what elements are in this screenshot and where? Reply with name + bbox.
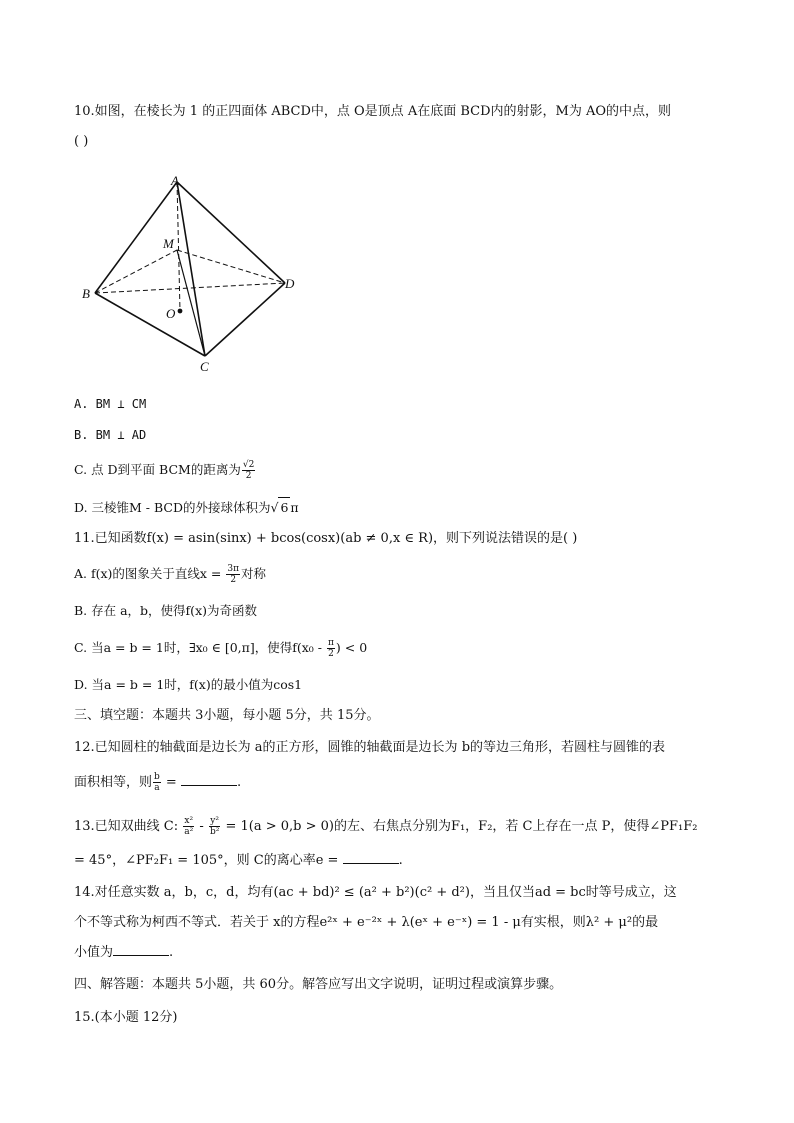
q14-line-1: 14.对任意实数 a，b，c，d，均有(ac + bd)² ≤ (a² + b²)(c² + d²)，当且仅当ad = bc时等号成立，这 bbox=[74, 885, 677, 900]
tetrahedron-figure bbox=[80, 168, 320, 378]
q14-line-3: 小值为 . bbox=[74, 945, 174, 960]
edge-BC bbox=[95, 293, 205, 356]
section-4-heading: 四、解答题：本题共 5小题，共 60分。解答应写出文字说明，证明过程或演算步骤。 bbox=[74, 977, 563, 992]
label-D: D bbox=[285, 276, 295, 291]
q14-line-2: 个不等式称为柯西不等式．若关于 x的方程e²ˣ + e⁻²ˣ + λ(eˣ + e⁻ˣ) = 1 - μ有实根，则λ² + μ²的最 bbox=[74, 915, 659, 930]
q11-stem: 11.已知函数f(x) = asin(sinx) + bcos(cosx)(ab ≠ 0,x ∈ R)，则下列说法错误的是( ) bbox=[74, 531, 578, 546]
q12-line-1: 12.已知圆柱的轴截面是边长为 a的正方形，圆锥的轴截面是边长为 b的等边三角形，若圆柱与圆锥的表 bbox=[74, 740, 666, 755]
q10-option-b: B. BM ⊥ AD bbox=[74, 428, 147, 442]
q14-answer-blank[interactable] bbox=[113, 943, 169, 956]
label-B: B bbox=[82, 286, 90, 301]
q10-stem: 10.如图，在棱长为 1 的正四面体 ABCD中，点 O是顶点 A在底面 BCD内的射影，M为 AO的中点，则 bbox=[74, 104, 671, 119]
q10-option-d: D. 三棱锥M - BCD的外接球体积为√ 6 π bbox=[74, 497, 299, 518]
q10-answer-paren: ( ) bbox=[74, 134, 89, 149]
q11-option-a: A. f(x)的图象关于直线x = $\frac{3\pi}{2}$ 对称 bbox=[74, 564, 267, 585]
label-M: M bbox=[163, 236, 174, 251]
q12-answer-blank[interactable] bbox=[181, 773, 237, 786]
q13-line-1: 13.已知双曲线 C: $\frac{\text{x²}}{\text{a²}}$ - $\frac{\text{y²}}{\text{b²}}$ = 1(a > 0,b > 0)的左、右焦点分别为F₁，F₂，若 C上存在一点 P，使得∠PF₁F₂ bbox=[74, 816, 698, 837]
label-A: A bbox=[171, 173, 179, 188]
label-O: O bbox=[166, 306, 176, 321]
label-C: C bbox=[200, 359, 209, 374]
q15-heading: 15.(本小题 12分) bbox=[74, 1010, 178, 1025]
edge-AD bbox=[177, 182, 285, 283]
q10-option-c: C. 点 D到平面 BCM的距离为 $\frac{√2}{2}$ bbox=[74, 460, 255, 481]
edge-AC bbox=[177, 182, 205, 356]
section-3-heading: 三、填空题：本题共 3小题，每小题 5分，共 15分。 bbox=[74, 708, 380, 723]
q13-line-2: = 45°，∠PF₂F₁ = 105°，则 C的离心率e = . bbox=[74, 853, 403, 868]
point-O bbox=[178, 309, 183, 314]
edge-CD bbox=[205, 283, 285, 356]
q10-option-a: A. BM ⊥ CM bbox=[74, 397, 147, 411]
q11-option-d: D. 当a = b = 1时，f(x)的最小值为cos1 bbox=[74, 677, 303, 692]
q12-line-2: 面积相等，则 $\frac{b}{a}$ = . bbox=[74, 772, 242, 793]
q11-option-c: C. 当a = b = 1时，∃x₀ ∈ [0,π]，使得f(x₀ - $\frac{\pi}{2}$ ) < 0 bbox=[74, 638, 368, 659]
q11-option-b: B. 存在 a，b，使得f(x)为奇函数 bbox=[74, 603, 257, 618]
segment-BM bbox=[95, 250, 177, 293]
edge-BD bbox=[95, 283, 285, 293]
q13-answer-blank[interactable] bbox=[343, 851, 399, 864]
